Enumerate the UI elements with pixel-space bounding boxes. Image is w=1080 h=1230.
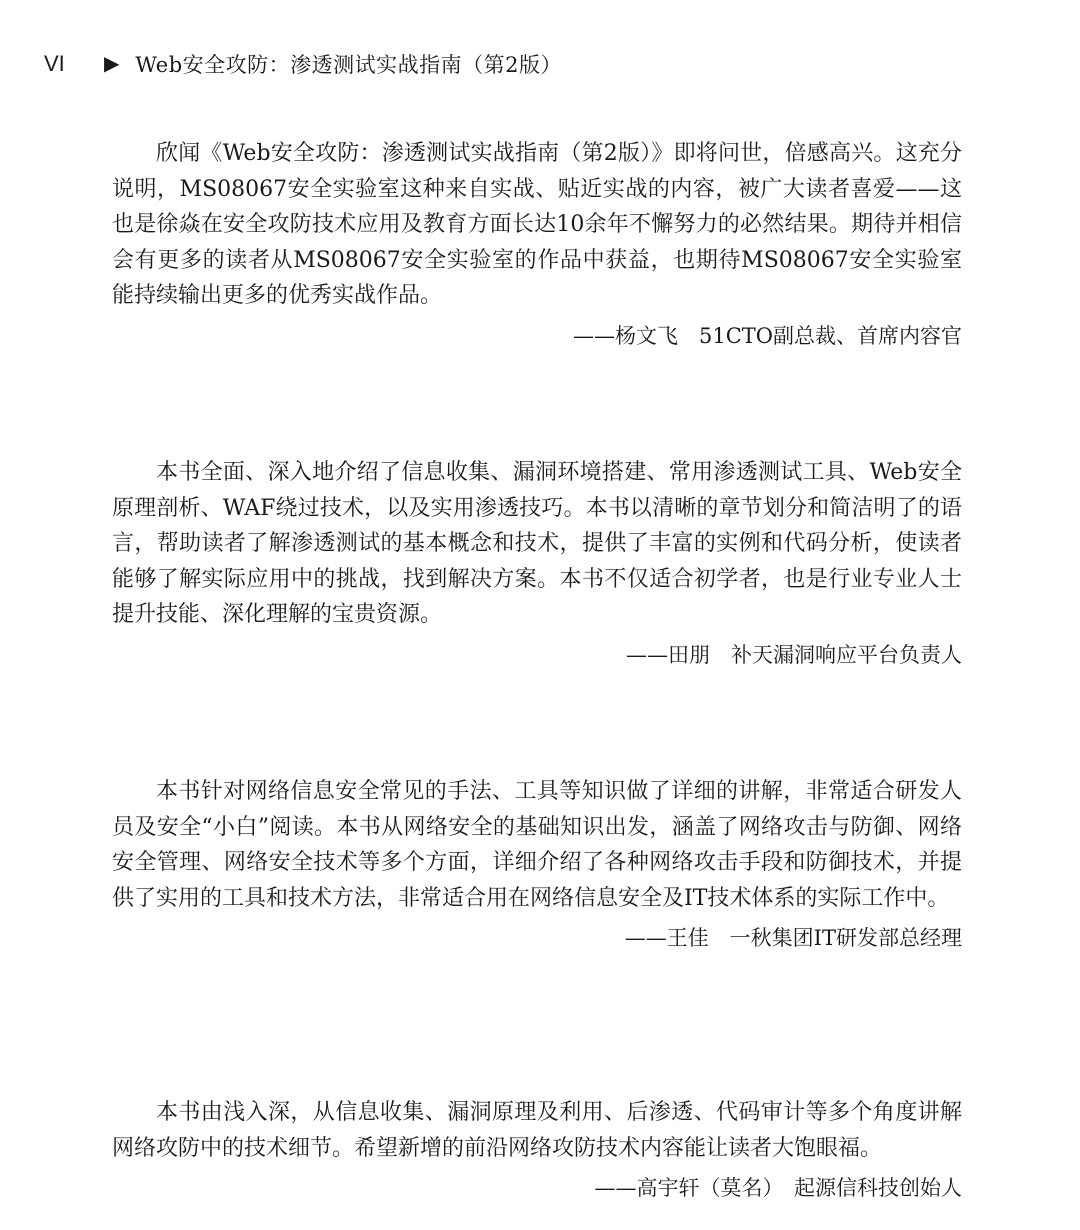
endorsement-block (112, 774, 962, 953)
endorsement-signature: ——杨文飞 51CTO副总裁、首席内容官 (572, 323, 962, 348)
endorsement-signature: ——王佳 一秋集团IT研发部总经理 (624, 926, 962, 950)
page-number: VI (44, 51, 65, 76)
triangle-marker-icon: ▶ (104, 51, 120, 75)
endorsement-text: 欣闻《Web安全攻防：渗透测试实战指南（第2版）》即将问世，倍感高兴。这充分说明，MS08067安全实验室这种来自实战、贴近实战的内容，被广大读者喜爱——这也是徐焱在安全攻防技术应用及教育方面长达10余年不懈努力的必然结果。期待并相信会有更多的读者从MS08067安全实验室的作品中获益，也期待MS08067安全实验室能持续输出更多的优秀实战作品。 (112, 141, 962, 308)
endorsement-signature: ——田朋 补天漏洞响应平台负责人 (626, 642, 962, 667)
endorsement-block (112, 1095, 962, 1203)
endorsement-block (112, 136, 962, 351)
endorsement-text: 本书针对网络信息安全常见的手法、工具等知识做了详细的讲解，非常适合研发人员及安全“小白”阅读。本书从网络安全的基础知识出发，涵盖了网络攻击与防御、网络安全管理、网络安全技术等多个方面，详细介绍了各种网络攻击手段和防御技术，并提供了实用的工具和技术方法，非常适合用在网络信息安全及IT技术体系的实际工作中。 (112, 779, 962, 911)
endorsement-block (112, 455, 962, 670)
book-title: Web安全攻防：渗透测试实战指南（第2版） (135, 53, 562, 77)
endorsement-text: 本书由浅入深，从信息收集、漏洞原理及利用、后渗透、代码审计等多个角度讲解网络攻防中的技术细节。希望新增的前沿网络攻防技术内容能让读者大饱眼福。 (112, 1100, 962, 1161)
endorsement-text: 本书全面、深入地介绍了信息收集、漏洞环境搭建、常用渗透测试工具、Web安全原理剖析、WAF绕过技术，以及实用渗透技巧。本书以清晰的章节划分和简洁明了的语言，帮助读者了解渗透测试的基本概念和技术，提供了丰富的实例和代码分析，使读者能够了解实际应用中的挑战，找到解决方案。本书不仅适合初学者，也是行业专业人士提升技能、深化理解的宝贵资源。 (112, 460, 962, 627)
endorsement-signature: ——高宇轩（莫名） 起源信科技创始人 (594, 1176, 962, 1200)
running-header (44, 48, 562, 80)
